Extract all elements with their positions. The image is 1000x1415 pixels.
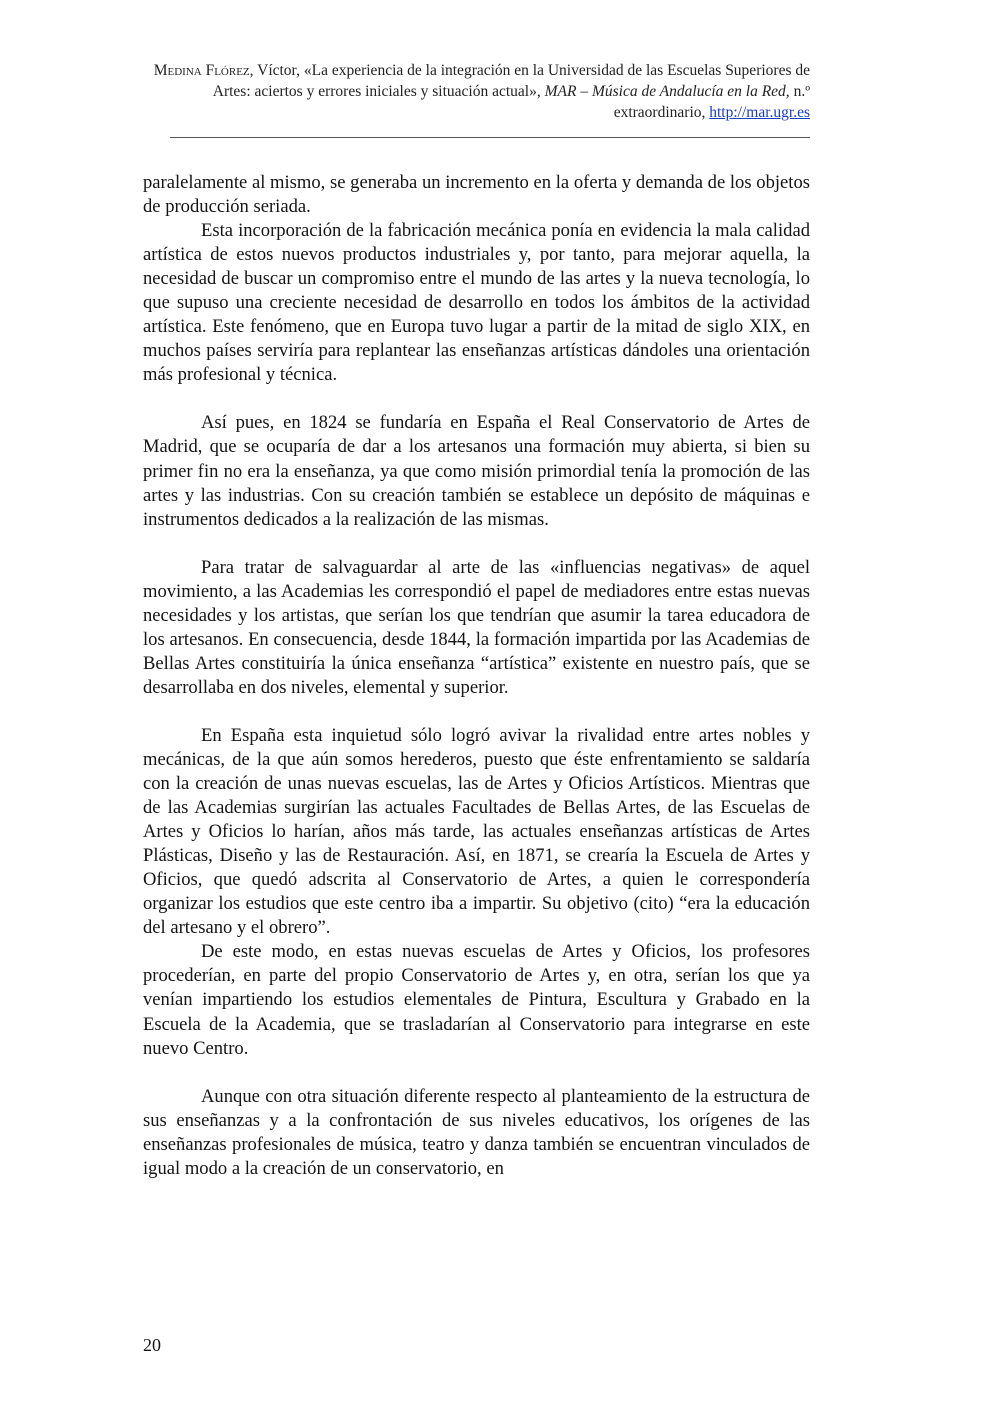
header-divider <box>170 137 810 138</box>
header-journal: MAR – Música de Andalucía en la Red, <box>544 83 790 100</box>
running-header <box>150 60 810 123</box>
header-given-name: , Víctor, <box>249 62 304 79</box>
paragraph-3: Así pues, en 1824 se fundaría en España el Real Conservatorio de Artes de Madrid, que se ocuparía de dar a los artesanos una formación muy abierta, si bien su primer fin no era la enseñanza, ya que como misión primordial tenía la promoción de las artes y las industrias. Con su creación también se establece un depósito de máquinas e instrumentos dedicados a la realización de las mismas. <box>143 412 810 530</box>
paragraph-1: paralelamente al mismo, se generaba un incremento en la oferta y demanda de los objetos de producción seriada. <box>143 172 810 218</box>
header-article-title: «La experiencia de la integración en la Universidad de las Escuelas Superiores de Artes: aciertos y errores iniciales y situación actual», <box>212 62 810 100</box>
paragraph-2: Esta incorporación de la fabricación mecánica ponía en evidencia la mala calidad artística de estos nuevos productos industriales y, por tanto, para mejorar aquella, la necesidad de buscar un compromiso entre el mundo de las artes y la nueva tecnología, lo que supuso una creciente necesidad de desarrollo en todos los ámbitos de la actividad artística. Este fenómeno, que en Europa tuvo lugar a partir de la mitad de siglo XIX, en muchos países serviría para replantear las enseñanzas artísticas dándoles una orientación más profesional y técnica. <box>143 220 810 386</box>
header-author: Medina Flórez <box>153 62 250 79</box>
header-issue: n.º extraordinario, <box>613 83 810 121</box>
header-url-link[interactable]: http://mar.ugr.es <box>709 104 810 121</box>
page-number: 20 <box>143 1335 161 1355</box>
paragraph-5: En España esta inquietud sólo logró avivar la rivalidad entre artes nobles y mecánicas, de la que aún somos herederos, puesto que éste enfrentamiento se saldaría con la creación de unas nuevas escuelas, las de Artes y Oficios Artísticos. Mientras que de las Academias surgirían las actuales Facultades de Bellas Artes, de las Escuelas de Artes y Oficios lo harían, años más tarde, las actuales enseñanzas artísticas de Artes Plásticas, Diseño y las de Restauración. Así, en 1871, se crearía la Escuela de Artes y Oficios, que quedó adscrita al Conservatorio de Artes, a quien le correspondería organizar los estudios que este centro iba a impartir. Su objetivo (cito) “era la educación del artesano y el obrero”. <box>143 724 810 939</box>
paragraph-7: Aunque con otra situación diferente respecto al planteamiento de la estructura de sus enseñanzas y a la confrontación de sus niveles educativos, los orígenes de las enseñanzas profesionales de música, teatro y danza también se encuentran vinculados de igual modo a la creación de un conservatorio, en <box>143 1085 810 1179</box>
paragraph-6: De este modo, en estas nuevas escuelas de Artes y Oficios, los profesores procederían, en parte del propio Conservatorio de Artes y, en otra, serían los que ya venían impartiendo los estudios elementales de Pintura, Escultura y Grabado en la Escuela de la Academia, que se trasladarían al Conservatorio para integrarse en este nuevo Centro. <box>143 941 810 1059</box>
paragraph-4: Para tratar de salvaguardar al arte de las «influencias negativas» de aquel movimiento, a las Academias les correspondió el papel de mediadores entre estas nuevas necesidades y los artistas, que serían los que tendrían que asumir la tarea educadora de los artesanos. En consecuencia, desde 1844, la formación impartida por las Academias de Bellas Artes constituiría la única enseñanza “artística” existente en nuestro país, que se desarrollaba en dos niveles, elemental y superior. <box>143 556 810 698</box>
article-body <box>143 171 810 1181</box>
